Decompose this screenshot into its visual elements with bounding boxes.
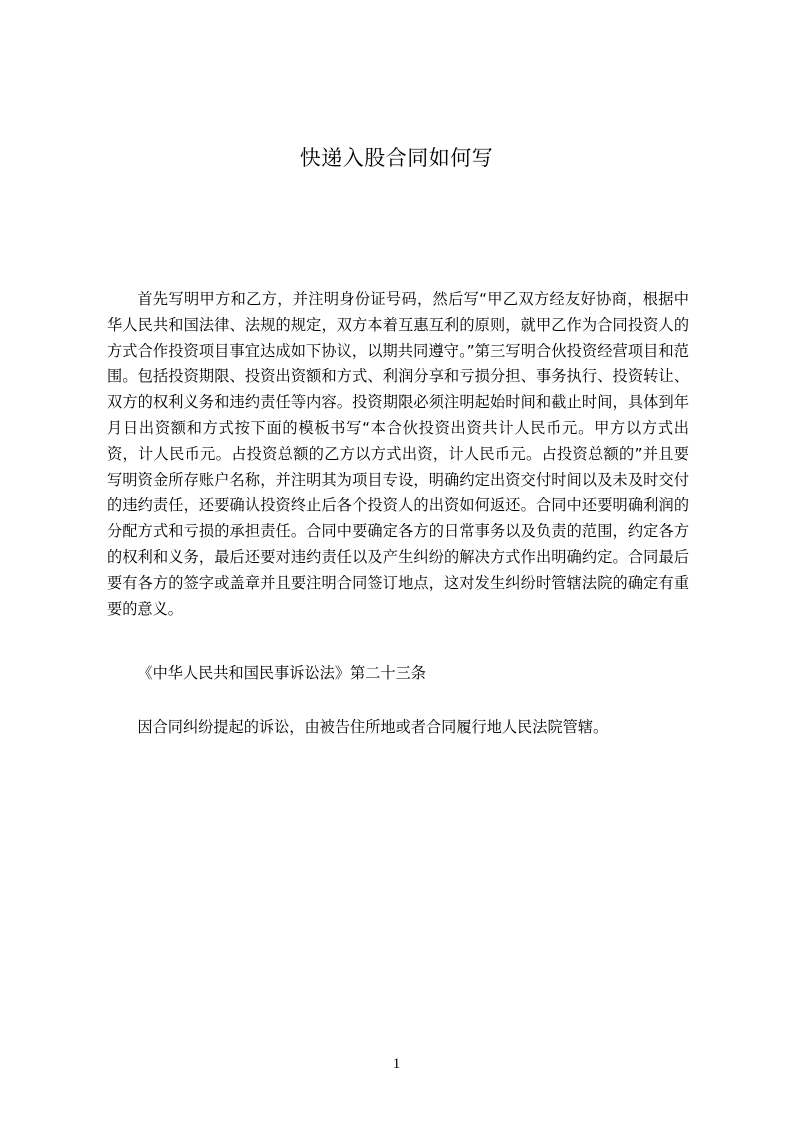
page-title: 快递入股合同如何写 [299, 146, 494, 170]
page-number: 1 [392, 1056, 401, 1072]
law-clause-text: 因合同纠纷提起的诉讼，由被告住所地或者合同履行地人民法院管辖。 [137, 718, 609, 736]
body-paragraph-contract-guide: 首先写明甲方和乙方，并注明身份证号码，然后写“甲乙双方经友好协商，根据中华人民共和国法律、法规的规定，双方本着互惠互利的原则，就甲乙作为合同投资人的方式合作投资项目事宜达成如下协议，以期共同遵守。”第三写明合伙投资经营项目和范围。包括投资期限、投资出资额和方式、利润分享和亏损分担、事务执行、投资转让、双方的权利义务和违约责任等内容。投资期限必须注明起始时间和截止时间，具体到年月日出资额和方式按下面的模板书写“本合伙投资出资共计人民币元。甲方以方式出资，计人民币元。占投资总额的乙方以方式出资，计人民币元。占投资总额的”并且要写明资金所存账户名称，并注明其为项目专设，明确约定出资交付时间以及未及时交付的违约责任，还要确认投资终止后各个投资人的出资如何返还。合同中还要明确利润的分配方式和亏损的承担责任。合同中要确定各方的日常事务以及负责的范围，约定各方的权利和义务，最后还要对违约责任以及产生纠纷的解决方式作出明确约定。合同最后要有各方的签字或盖章并且要注明合同签订地点，这对发生纠纷时管辖法院的确定有重要的意义。 [107, 290, 689, 618]
law-reference: 《中华人民共和国民事诉讼法》第二十三条 [137, 664, 426, 682]
